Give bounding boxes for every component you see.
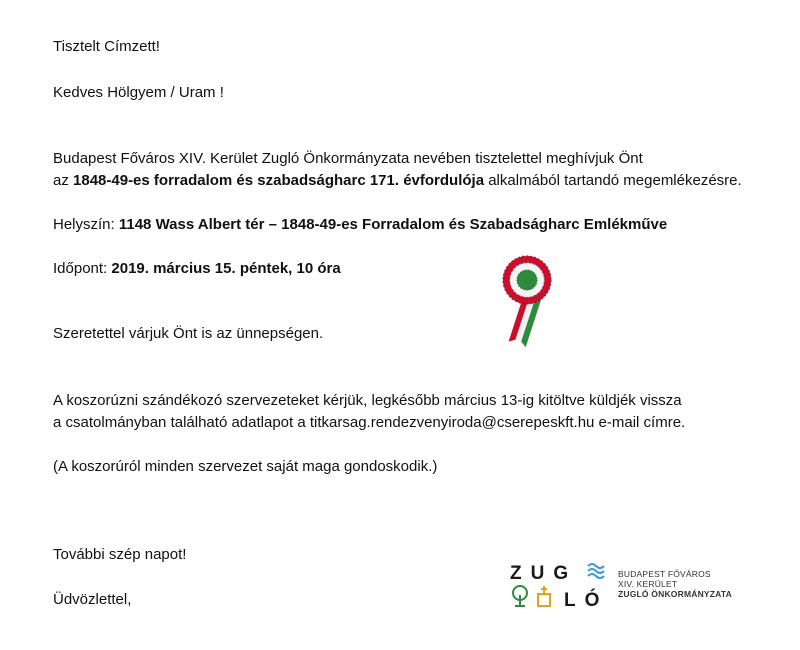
wave-icon <box>588 564 604 578</box>
time-label: Időpont: <box>53 260 112 277</box>
cockade-icon <box>497 254 557 354</box>
wreath-line-1: A koszorúzni szándékozó szervezeteket kérjük, legkésőbb március 13-ig kitöltve küldjék vissza <box>53 392 682 409</box>
welcome-text: Szeretettel várjuk Önt is az ünnepségen. <box>53 325 324 342</box>
intro-line-2 <box>53 172 742 190</box>
location-label: Helyszín: <box>53 216 119 233</box>
salutation: Kedves Hölgyem / Uram ! <box>53 84 224 101</box>
wreath-note: (A koszorúról minden szervezet saját maga gondoskodik.) <box>53 458 438 475</box>
church-icon <box>538 586 550 606</box>
logo-bottom-letters: LÓ <box>564 590 609 610</box>
anniversary-title: 1848-49-es forradalom és szabadságharc 171. évfordulója <box>73 172 485 189</box>
intro-line-1: Budapest Főváros XIV. Kerület Zugló Önkormányzata nevében tisztelettel meghívjuk Önt <box>53 150 643 167</box>
tree-icon <box>513 586 527 606</box>
time-line <box>53 260 341 278</box>
location-value: 1148 Wass Albert tér – 1848-49-es Forradalom és Szabadságharc Emlékműve <box>118 216 668 233</box>
greeting: Tisztelt Címzett! <box>53 38 160 55</box>
logo-line-2: XIV. KERÜLET <box>618 579 678 589</box>
regards-text: Üdvözlettel, <box>53 591 132 608</box>
intro-prefix: az <box>53 172 74 189</box>
logo-line-3: ZUGLÓ ÖNKORMÁNYZATA <box>618 589 732 599</box>
logo-top-letters: ZUG <box>510 563 578 584</box>
intro-suffix: alkalmából tartandó megemlékezésre. <box>484 172 742 189</box>
location-line <box>53 216 667 234</box>
time-value: 2019. március 15. péntek, 10 óra <box>111 260 341 277</box>
wreath-line-2: a csatolmányban található adatlapot a titkarsag.rendezvenyiroda@cserepeskft.hu e-mail címre. <box>53 414 686 431</box>
logo-caption <box>618 569 732 599</box>
logo-line-1: BUDAPEST FŐVÁROS <box>618 569 711 579</box>
closing-text: További szép napot! <box>53 546 187 563</box>
